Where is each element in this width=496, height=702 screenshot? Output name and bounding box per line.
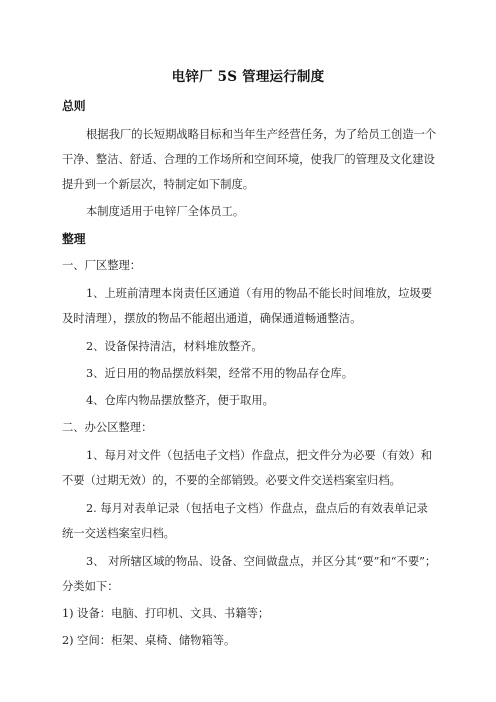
list-item: 2. 每月对表单记录（包括电子文档）作盘点，盘点后的有效表单记录: [86, 502, 428, 515]
subsection-title-office: 二、办公区整理：: [62, 421, 153, 434]
sub-list-item: 1) 设备：电脑、打印机、文具、书籍等；: [62, 607, 270, 620]
list-item-continuation: 不要（过期无效）的，不要的全部销毁。必要文件交送档案室归档。: [62, 474, 401, 487]
list-item: 2、设备保持清洁，材料堆放整齐。: [86, 340, 263, 353]
subsection-title-factory: 一、厂区整理：: [62, 259, 142, 272]
list-item-continuation: 统一交送档案室归档。: [62, 527, 175, 540]
list-item: 1、上班前清理本岗责任区通道（有用的物品不能长时间堆放，垃圾要: [86, 287, 433, 300]
document-title: 电锌厂 5S 管理运行制度: [171, 69, 325, 85]
list-item: 3、近日用的物品摆放料架，经常不用的物品存仓库。: [86, 367, 354, 380]
paragraph-line: 干净、整洁、舒适、合理的工作场所和空间环境，使我厂的管理及文化建设: [62, 153, 435, 166]
paragraph-line: 本制度适用于电锌厂全体员工。: [86, 205, 245, 218]
list-item-continuation: 及时清理），摆放的物品不能超出通道，确保通道畅通整洁。: [62, 312, 362, 325]
paragraph-line: 根据我厂的长短期战略目标和当年生产经营任务，为了给员工创造一个: [86, 128, 437, 141]
list-item-continuation: 分类如下：: [62, 580, 119, 593]
list-item: 1、每月对文件（包括电子文档）作盘点，把文件分为必要（有效）和: [86, 449, 433, 462]
paragraph-line: 提升到一个新层次，特制定如下制度。: [62, 178, 255, 191]
section-heading-general: 总则: [62, 99, 86, 113]
section-heading-sort: 整理: [62, 232, 86, 246]
sub-list-item: 2) 空间：柜架、桌椅、储物箱等。: [62, 634, 236, 647]
list-item: 4、仓库内物品摆放整齐，便于取用。: [86, 394, 274, 407]
list-item: 3、 对所辖区域的物品、设备、空间做盘点，并区分其“要”和“不要”；: [86, 555, 437, 568]
